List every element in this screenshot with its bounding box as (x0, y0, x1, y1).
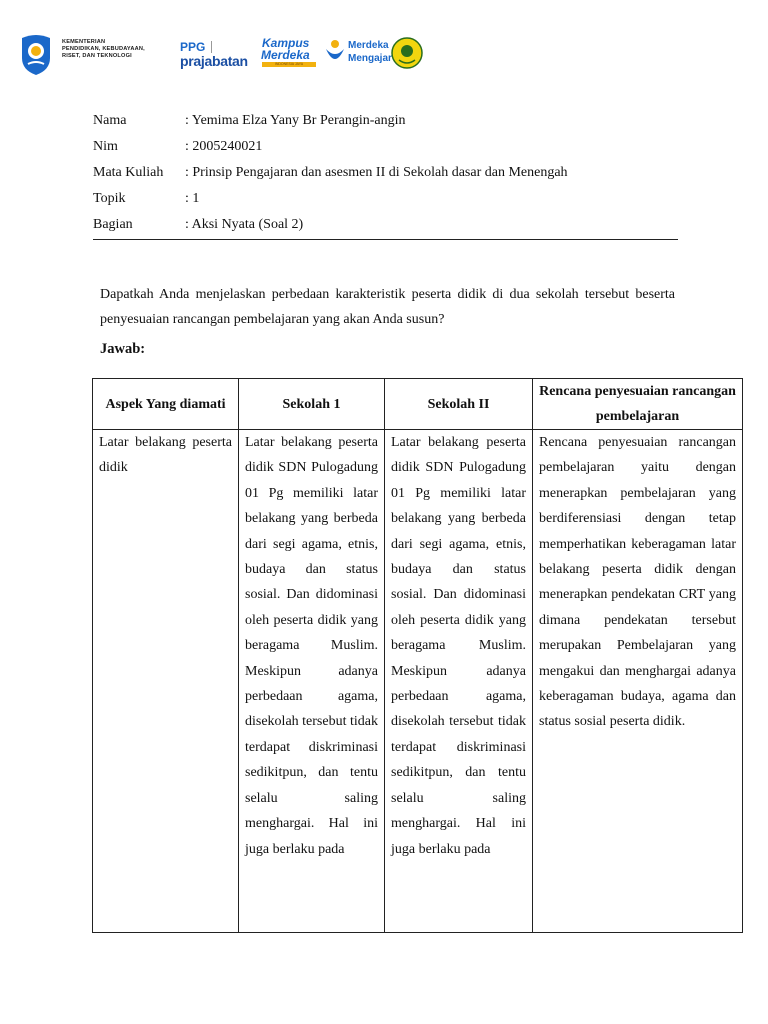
cell-sekolah-1 (239, 430, 385, 933)
table-header-row (93, 379, 743, 430)
identity-value: : Yemima Elza Yany Br Perangin-angin (185, 113, 406, 128)
cell-sekolah-2 (385, 430, 533, 933)
identity-value: : Prinsip Pengajaran dan asesmen II di Sekolah dasar dan Menengah (185, 165, 568, 180)
identity-row-mata-kuliah (93, 160, 678, 186)
cell-aspek (93, 430, 239, 933)
merdeka-label: Merdeka (261, 48, 310, 62)
answer-heading: Jawab: (100, 341, 146, 357)
identity-label: Mata Kuliah (93, 165, 164, 180)
identity-row-nama (93, 108, 678, 134)
identity-value: : Aksi Nyata (Soal 2) (185, 217, 304, 232)
identity-row-topik (93, 186, 678, 212)
cell-rencana-text: Rencana penyesuaian rancangan pembelajaran yaitu dengan menerapkan pembelajaran yang berdiferensiasi dengan tetap memperhatikan keberagaman latar belakang peserta didik dengan menerapkan pendekatan CRT yang dimana pendekatan tersebut merupakan Pembelajaran yang mengakui dan menghargai adanya keberagaman budaya, agama dan status sosial peserta didik. (539, 435, 736, 730)
cell-rencana (533, 430, 743, 933)
identity-value: : 1 (185, 191, 200, 206)
ppg-label: PPG (180, 40, 206, 54)
column-header-aspek: Aspek Yang diamati (93, 379, 239, 430)
column-header-rencana: Rencana penyesuaian rancangan pembelajaran (533, 379, 743, 430)
table-row (93, 430, 743, 933)
identity-label: Nim (93, 139, 118, 154)
kemdikbud-text: KEMENTERIAN PENDIDIKAN, KEBUDAYAAN, RISET, DAN TEKNOLOGI (62, 39, 145, 60)
merdeka-mengajar-icon (324, 39, 346, 67)
prajabatan-label: prajabatan (180, 53, 248, 69)
column-header-sekolah-1: Sekolah 1 (239, 379, 385, 430)
ppg-divider (211, 41, 212, 53)
identity-label: Nama (93, 113, 127, 128)
question-text: Dapatkah Anda menjelaskan perbedaan karakteristik peserta didik di dua sekolah tersebut beserta penyesuaian rancangan pembelajaran yang akan Anda susun? (100, 287, 675, 327)
kampus-merdeka-logo (258, 35, 320, 73)
identity-label: Bagian (93, 217, 133, 232)
identity-divider (93, 239, 678, 240)
mengajar-label: Mengajar (348, 53, 392, 64)
identity-value: : 2005240021 (185, 139, 263, 154)
comparison-table (92, 378, 743, 933)
tut-wuri-handayani-icon (390, 36, 424, 70)
kemdikbud-logo-icon (14, 34, 58, 76)
identity-block (93, 108, 678, 238)
identity-label: Topik (93, 191, 126, 206)
kampus-label: Kampus (262, 36, 310, 50)
ppg-prajabatan-logo (166, 36, 256, 74)
identity-row-bagian (93, 212, 678, 238)
cell-sekolah-2-text: Latar belakang peserta didik SDN Pulogadung 01 Pg memiliki latar belakang yang berbeda dari segi agama, etnis, budaya dan status sosial. Dan didominasi oleh peserta didik yang beragama Muslim. Meskipun adanya perbedaan agama, disekolah tersebut tidak terdapat diskriminasi sedikitpun, dan tentu selalu saling menghargai. Hal ini juga berlaku pada (391, 435, 526, 857)
column-header-sekolah-2: Sekolah II (385, 379, 533, 430)
merdeka-mengajar-logo (320, 36, 400, 74)
cell-aspek-text: Latar belakang peserta didik (99, 435, 232, 476)
merdeka-label: Merdeka (348, 40, 389, 51)
kampus-tagline: INDONESIA JAYA (262, 62, 316, 67)
header-logos (14, 32, 434, 78)
cell-sekolah-1-text: Latar belakang peserta didik SDN Pulogadung 01 Pg memiliki latar belakang yang berbeda dari segi agama, etnis, budaya dan status sosial. Dan didominasi oleh peserta didik yang beragama Muslim. Meskipun adanya perbedaan agama, disekolah tersebut tidak terdapat diskriminasi sedikitpun, dan tentu selalu saling menghargai. Hal ini juga berlaku pada (245, 435, 378, 857)
identity-row-nim (93, 134, 678, 160)
